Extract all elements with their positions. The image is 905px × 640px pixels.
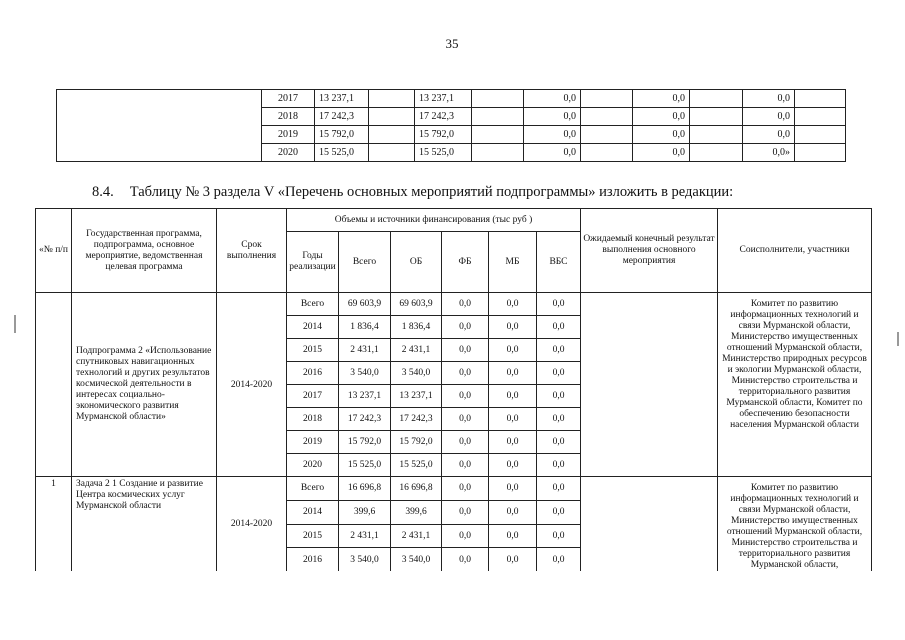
cont-blank (472, 90, 524, 108)
cell-vbs: 0,0 (537, 339, 581, 362)
cont-blank (369, 90, 415, 108)
cont-vbs: 0,0» (743, 144, 795, 162)
cell-mb: 0,0 (489, 408, 537, 431)
cell-total: 17 242,3 (339, 408, 391, 431)
cell-total: 3 540,0 (339, 548, 391, 571)
cell-vbs: 0,0 (537, 293, 581, 316)
cell-total: 16 696,8 (339, 477, 391, 501)
cell-year: 2014 (287, 500, 339, 524)
cell-ob: 15 525,0 (391, 454, 442, 477)
cell-mb: 0,0 (489, 316, 537, 339)
cont-blank (472, 126, 524, 144)
cell-year: 2015 (287, 339, 339, 362)
cell-year: 2019 (287, 431, 339, 454)
cell-fb: 0,0 (442, 316, 489, 339)
cell-total: 399,6 (339, 500, 391, 524)
cell-fb: 0,0 (442, 500, 489, 524)
cont-mb: 0,0 (633, 90, 690, 108)
cell-vbs: 0,0 (537, 316, 581, 339)
cont-ob: 15 792,0 (415, 126, 472, 144)
cell-vbs: 0,0 (537, 477, 581, 501)
cell-total: 2 431,1 (339, 339, 391, 362)
cont-blank (581, 108, 633, 126)
cell-total: 15 792,0 (339, 431, 391, 454)
table-row (36, 293, 872, 316)
cell-vbs: 0,0 (537, 500, 581, 524)
cont-ob: 15 525,0 (415, 144, 472, 162)
cell-ob: 69 603,9 (391, 293, 442, 316)
cell-ob: 2 431,1 (391, 524, 442, 548)
col-header-num: «№ п/п (36, 209, 72, 293)
cell-year: 2017 (287, 385, 339, 408)
expected-result (581, 293, 718, 477)
cell-mb: 0,0 (489, 524, 537, 548)
cont-blank (369, 144, 415, 162)
cell-fb: 0,0 (442, 385, 489, 408)
cell-mb: 0,0 (489, 454, 537, 477)
cont-ob: 13 237,1 (415, 90, 472, 108)
col-header-ob: ОБ (391, 232, 442, 293)
cont-mb: 0,0 (633, 108, 690, 126)
cont-vbs: 0,0 (743, 90, 795, 108)
cell-vbs: 0,0 (537, 454, 581, 477)
cont-fb: 0,0 (524, 108, 581, 126)
cont-total: 15 792,0 (315, 126, 369, 144)
col-header-years: Годы реализации (287, 232, 339, 293)
participants: Комитет по развитию информационных технологий и связи Мурманской области, Министерство имущественных отношений Мурманской области, Министерство природных ресурсов и экологии Мурманской области, Министерство строительства и территориального развития Мурманской области, Комитет по обеспечению безопасности населения Мурманской области (718, 293, 872, 477)
cont-blank (369, 126, 415, 144)
cont-blank (581, 144, 633, 162)
cell-fb: 0,0 (442, 293, 489, 316)
row-number (36, 293, 72, 477)
cell-total: 2 431,1 (339, 524, 391, 548)
cell-fb: 0,0 (442, 524, 489, 548)
col-header-program: Государственная программа, подпрограмма, основное мероприятие, ведомственная целевая программа (72, 209, 217, 293)
cont-ob: 17 242,3 (415, 108, 472, 126)
measure-name: Подпрограмма 2 «Использование спутниковых навигационных технологий и других результатов космической деятельности в интересах социально-экономического развития Мурманской области» (72, 293, 217, 477)
measure-term: 2014-2020 (217, 477, 287, 572)
cell-fb: 0,0 (442, 408, 489, 431)
cont-fb: 0,0 (524, 144, 581, 162)
continuation-empty-cell (57, 90, 262, 162)
cell-year: 2016 (287, 548, 339, 571)
cell-ob: 16 696,8 (391, 477, 442, 501)
participants: Комитет по развитию информационных технологий и связи Мурманской области, Министерство имущественных отношений Мурманской области, Министерство строительства и территориального развития Мурманской области, (718, 477, 872, 572)
cell-total: 3 540,0 (339, 362, 391, 385)
cell-mb: 0,0 (489, 339, 537, 362)
measures-table (35, 208, 872, 571)
col-header-result: Ожидаемый конечный результат выполнения основного мероприятия (581, 209, 718, 293)
cont-mb: 0,0 (633, 126, 690, 144)
continuation-row (57, 90, 846, 108)
cell-vbs: 0,0 (537, 548, 581, 571)
cell-ob: 3 540,0 (391, 362, 442, 385)
cell-vbs: 0,0 (537, 408, 581, 431)
cell-year: Всего (287, 293, 339, 316)
cell-total: 69 603,9 (339, 293, 391, 316)
cell-mb: 0,0 (489, 431, 537, 454)
scan-edge-mark (897, 332, 899, 346)
measure-name: Задача 2 1 Создание и развитие Центра космических услуг Мурманской области (72, 477, 217, 572)
cell-fb: 0,0 (442, 339, 489, 362)
cont-total: 17 242,3 (315, 108, 369, 126)
cell-year: Всего (287, 477, 339, 501)
cell-year: 2015 (287, 524, 339, 548)
cell-fb: 0,0 (442, 548, 489, 571)
cont-fb: 0,0 (524, 126, 581, 144)
cell-year: 2016 (287, 362, 339, 385)
section-heading (92, 184, 733, 201)
cell-fb: 0,0 (442, 454, 489, 477)
cell-total: 13 237,1 (339, 385, 391, 408)
cont-blank (690, 126, 743, 144)
col-header-participants: Соисполнители, участники (718, 209, 872, 293)
cell-mb: 0,0 (489, 362, 537, 385)
cell-ob: 15 792,0 (391, 431, 442, 454)
cell-mb: 0,0 (489, 293, 537, 316)
cont-vbs: 0,0 (743, 126, 795, 144)
cont-year: 2018 (262, 108, 315, 126)
cell-ob: 13 237,1 (391, 385, 442, 408)
expected-result (581, 477, 718, 572)
cont-blank (690, 144, 743, 162)
cell-ob: 399,6 (391, 500, 442, 524)
page-number: 35 (445, 36, 459, 51)
measure-term: 2014-2020 (217, 293, 287, 477)
col-header-fb: ФБ (442, 232, 489, 293)
cont-blank (795, 144, 846, 162)
cont-fb: 0,0 (524, 90, 581, 108)
cont-year: 2020 (262, 144, 315, 162)
cell-fb: 0,0 (442, 477, 489, 501)
cell-fb: 0,0 (442, 362, 489, 385)
cont-blank (369, 108, 415, 126)
cell-year: 2020 (287, 454, 339, 477)
cont-vbs: 0,0 (743, 108, 795, 126)
cont-blank (795, 90, 846, 108)
continuation-table (56, 89, 846, 162)
table-row (36, 477, 872, 501)
cont-blank (795, 108, 846, 126)
cont-blank (690, 90, 743, 108)
col-header-vbs: ВБС (537, 232, 581, 293)
cell-mb: 0,0 (489, 385, 537, 408)
cell-total: 15 525,0 (339, 454, 391, 477)
cont-year: 2019 (262, 126, 315, 144)
cell-mb: 0,0 (489, 548, 537, 571)
cell-ob: 1 836,4 (391, 316, 442, 339)
col-header-total: Всего (339, 232, 391, 293)
cont-blank (472, 144, 524, 162)
row-number: 1 (36, 477, 72, 572)
cell-year: 2014 (287, 316, 339, 339)
cell-total: 1 836,4 (339, 316, 391, 339)
scan-edge-mark (14, 315, 16, 333)
col-header-term: Срок выполнения (217, 209, 287, 293)
cont-year: 2017 (262, 90, 315, 108)
cont-blank (581, 126, 633, 144)
col-header-financing: Объемы и источники финансирования (тыс руб ) (287, 209, 581, 232)
cell-year: 2018 (287, 408, 339, 431)
cont-blank (472, 108, 524, 126)
cell-vbs: 0,0 (537, 385, 581, 408)
cell-vbs: 0,0 (537, 431, 581, 454)
cell-ob: 2 431,1 (391, 339, 442, 362)
cell-ob: 17 242,3 (391, 408, 442, 431)
col-header-mb: МБ (489, 232, 537, 293)
cell-mb: 0,0 (489, 500, 537, 524)
cont-blank (581, 90, 633, 108)
cell-vbs: 0,0 (537, 524, 581, 548)
heading-number: 8.4. (92, 184, 114, 200)
header-row-1 (36, 209, 872, 232)
heading-text: Таблицу № 3 раздела V «Перечень основных мероприятий подпрограммы» изложить в редакции: (129, 184, 734, 200)
cell-fb: 0,0 (442, 431, 489, 454)
cell-vbs: 0,0 (537, 362, 581, 385)
cell-ob: 3 540,0 (391, 548, 442, 571)
cont-blank (795, 126, 846, 144)
cont-blank (690, 108, 743, 126)
cont-mb: 0,0 (633, 144, 690, 162)
cell-mb: 0,0 (489, 477, 537, 501)
cont-total: 13 237,1 (315, 90, 369, 108)
cont-total: 15 525,0 (315, 144, 369, 162)
